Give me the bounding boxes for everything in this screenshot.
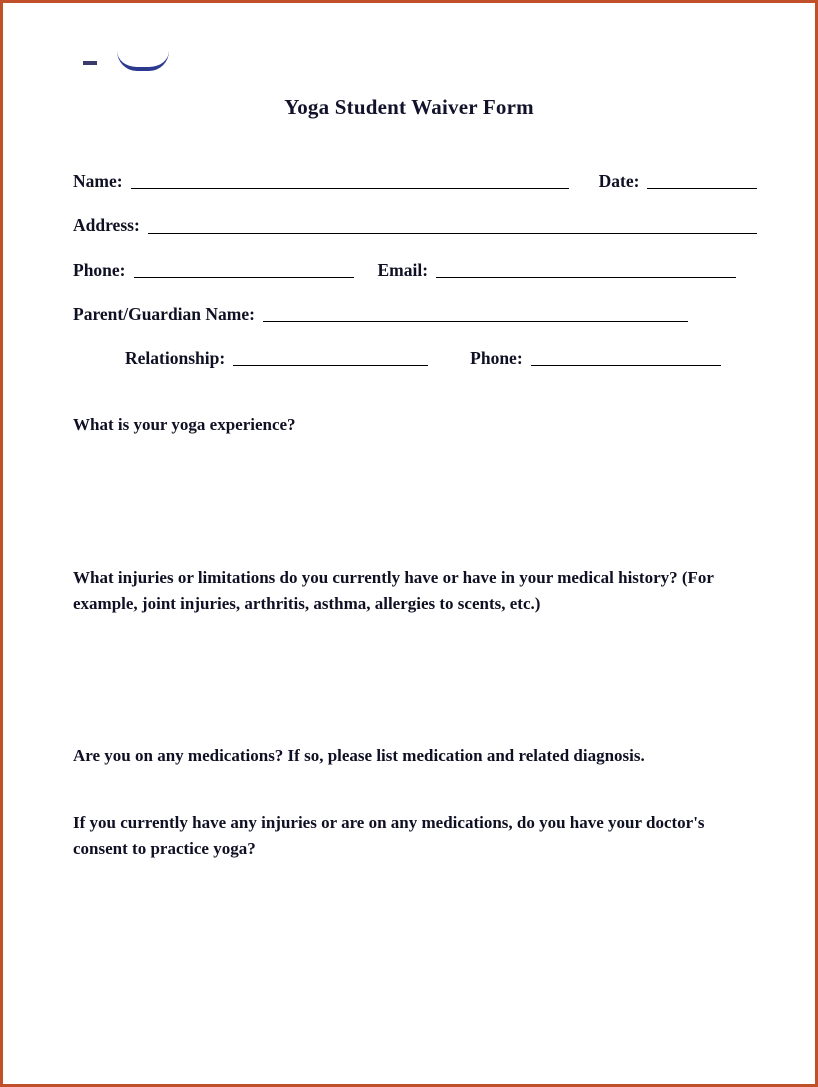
guardian-phone-input[interactable]: [531, 351, 721, 366]
field-row-address: [73, 216, 757, 235]
phone-input[interactable]: [134, 263, 354, 278]
question-injuries-limitations: What injuries or limitations do you currently have or have in your medical history? (For example, joint injuries, arthritis, asthma, allergies to scents, etc.): [73, 567, 714, 613]
answer-area-injuries-limitations[interactable]: [73, 617, 757, 743]
address-input[interactable]: [148, 219, 757, 234]
field-row-relationship-phone: [73, 349, 757, 368]
parent-guardian-label: Parent/Guardian Name:: [73, 303, 255, 324]
name-input[interactable]: [131, 174, 569, 189]
logo-swoosh-shape: [117, 51, 169, 71]
document-content: [3, 3, 815, 1084]
email-label: Email:: [377, 259, 429, 280]
question-yoga-experience: What is your yoga experience?: [73, 415, 296, 435]
question-medications: Are you on any medications? If so, please list medication and related diagnosis.: [73, 746, 645, 766]
guardian-phone-label: Phone:: [470, 348, 523, 368]
relationship-label: Relationship:: [125, 348, 226, 368]
address-label: Address:: [73, 215, 140, 236]
questions-section: [73, 412, 757, 862]
logo-dot-shape: [83, 61, 97, 65]
question-doctor-consent: If you currently have any injuries or are on any medications, do you have your doctor's consent to practice yoga?: [73, 812, 705, 858]
date-input[interactable]: [647, 174, 757, 189]
parent-guardian-input[interactable]: [263, 307, 688, 322]
answer-area-medications[interactable]: [73, 770, 757, 810]
form-fields: [33, 172, 785, 862]
date-label: Date:: [598, 171, 640, 191]
brand-swoosh-logo-icon: [75, 45, 185, 77]
email-input[interactable]: [436, 263, 736, 278]
field-row-phone-email: [73, 261, 757, 280]
name-label: Name:: [73, 171, 123, 191]
field-row-name: [73, 172, 757, 191]
answer-area-yoga-experience[interactable]: [73, 439, 757, 565]
page-title: Yoga Student Waiver Form: [284, 95, 534, 119]
phone-label: Phone:: [73, 259, 126, 280]
field-row-parent-guardian: [73, 305, 757, 324]
relationship-input[interactable]: [233, 351, 428, 366]
